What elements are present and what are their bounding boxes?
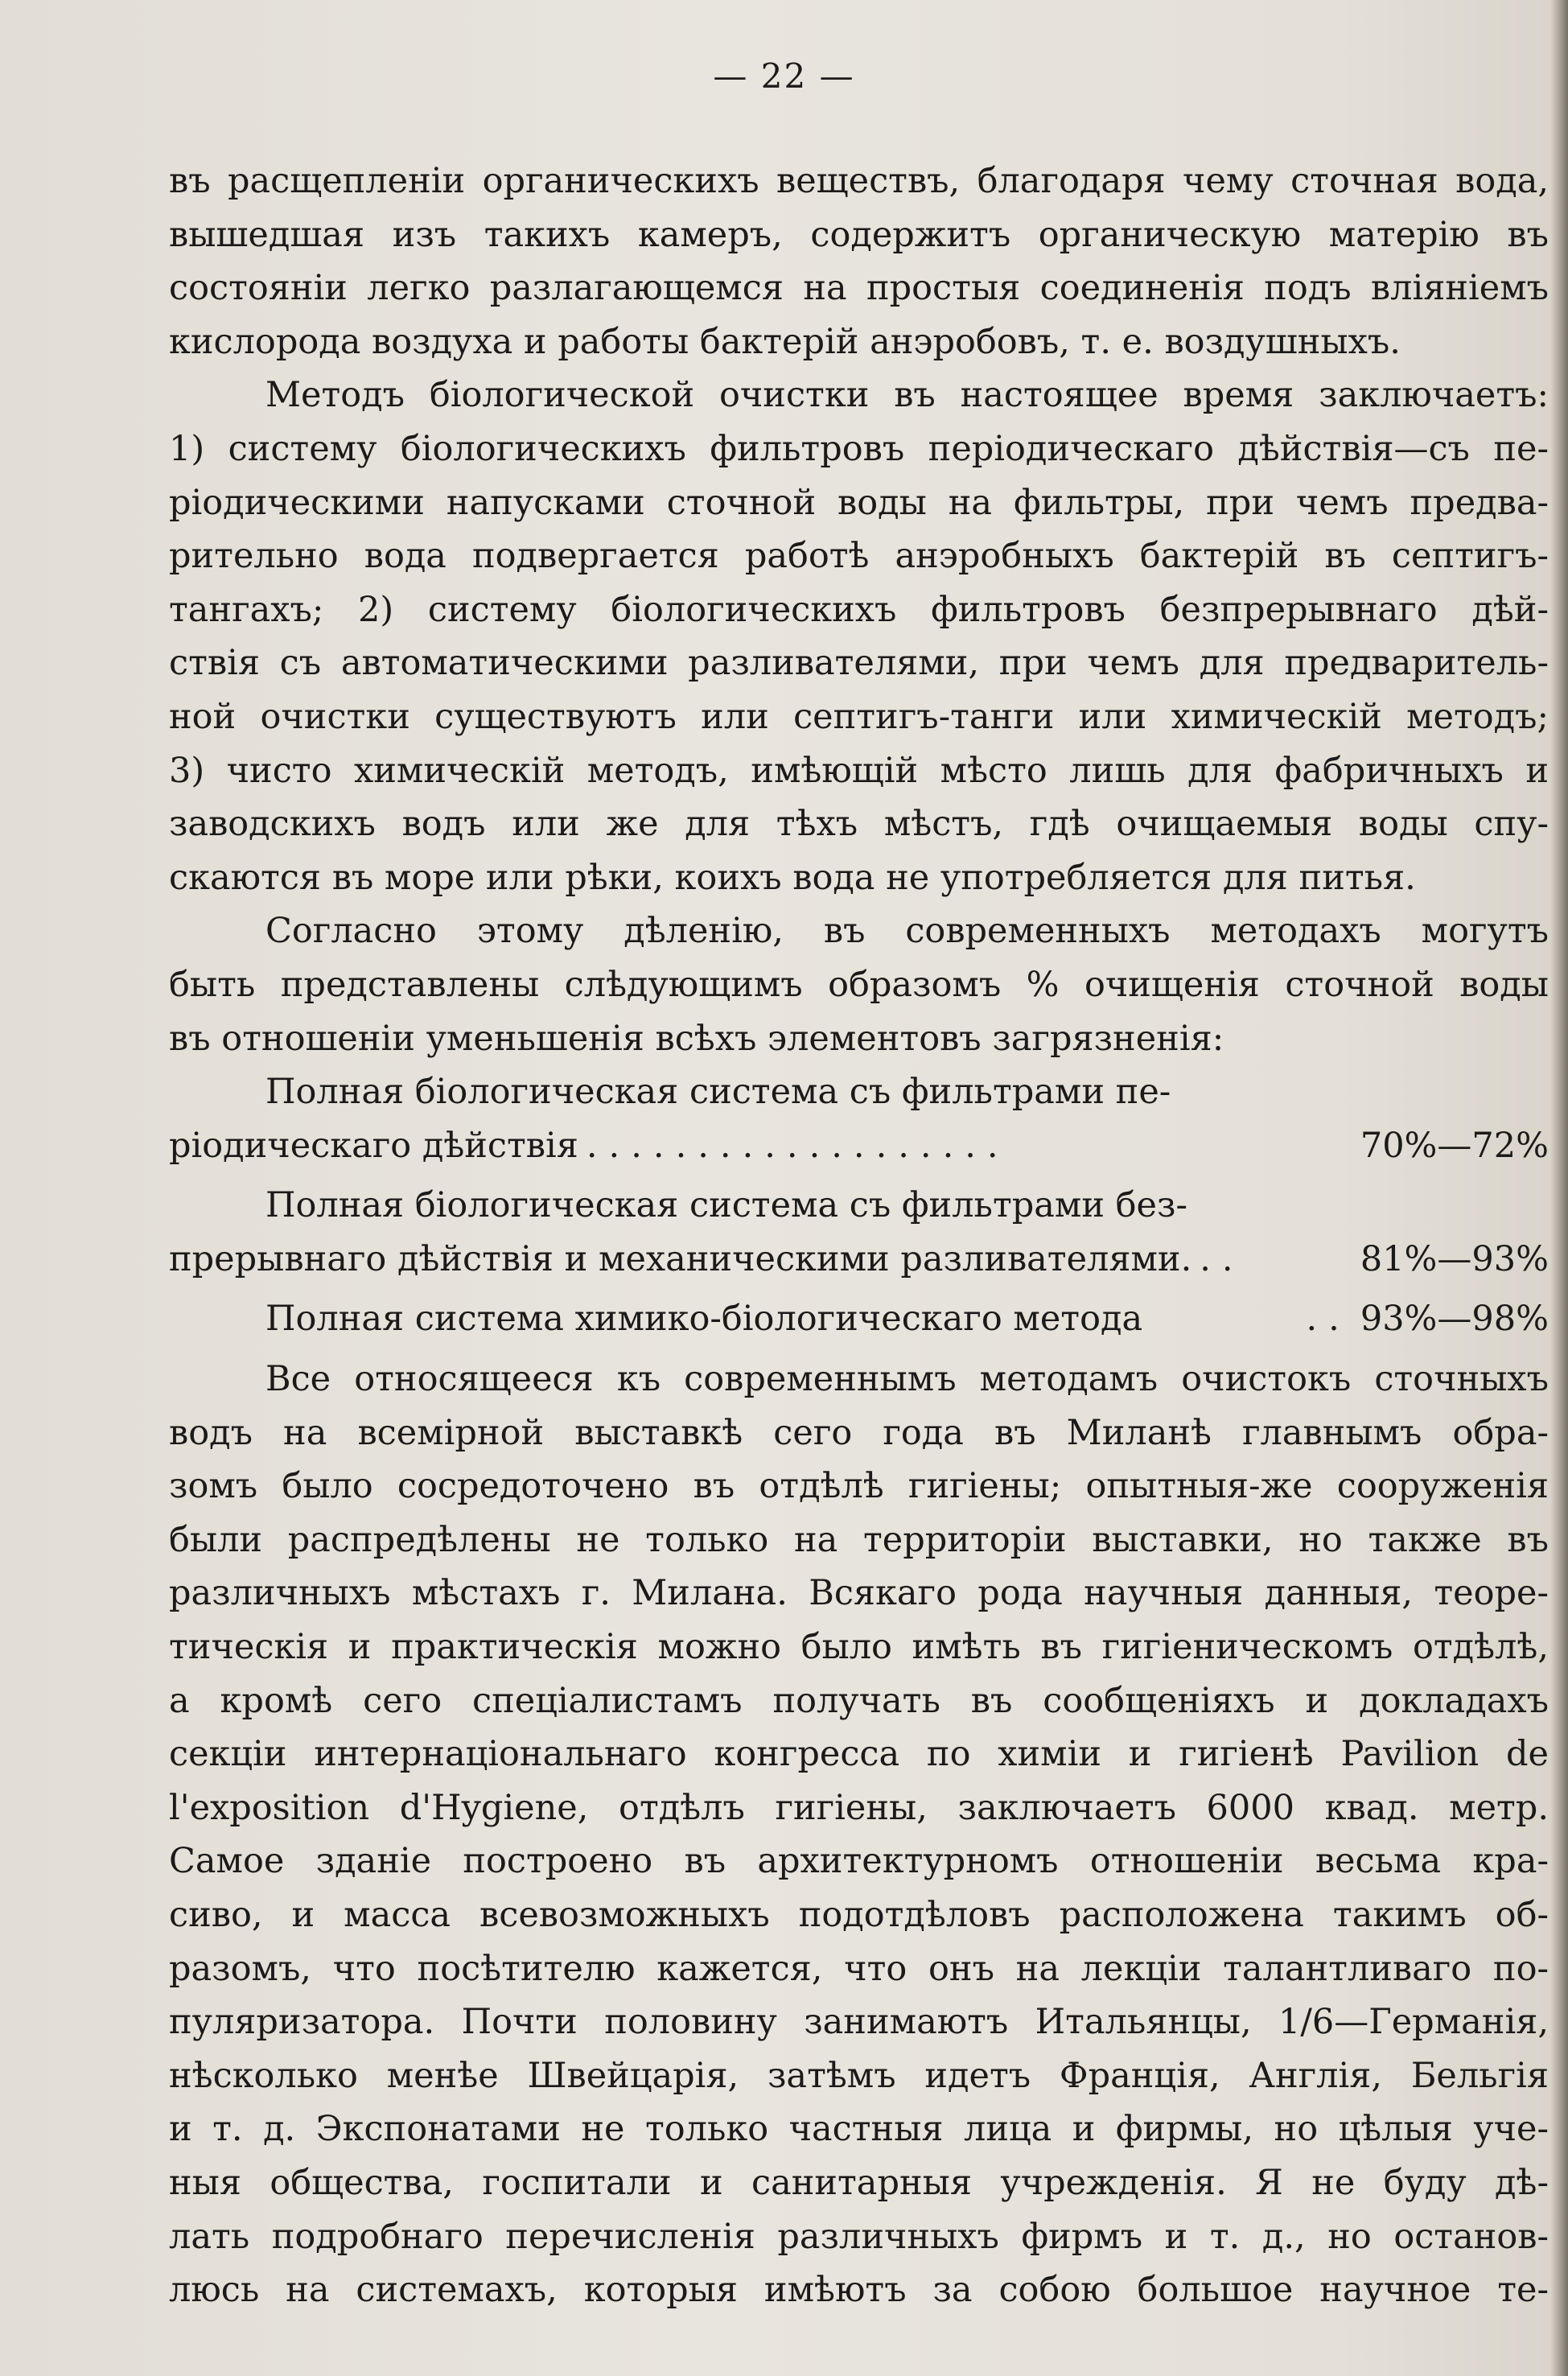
text-line: и т. д. Экспонатами не только частныя лица и фирмы, но цѣлыя уче- [169, 2109, 1549, 2150]
text-line: ствія съ автоматическими разливателями, при чемъ для предваритель- [169, 643, 1549, 684]
text-line: нѣсколько менѣе Швейцарія, затѣмъ идетъ Франція, Англія, Бельгія [169, 2055, 1549, 2096]
entry-label: ріодическаго дѣйствія [169, 1125, 578, 1166]
dot-leader: .. [1306, 1299, 1351, 1340]
text-line: разомъ, что посѣтителю кажется, что онъ на лекціи талантливаго по- [169, 1948, 1549, 1989]
entry-line: Полная біологическая система съ фильтрами пе- [265, 1072, 1171, 1113]
text-line: рительно вода подвергается работѣ анэробныхъ бактерій въ септигъ- [169, 536, 1549, 577]
text-line: пуляризатора. Почти половину занимаютъ Итальянцы, 1/6—Германія, [169, 2002, 1549, 2043]
text-line: ной очистки существуютъ или септигъ-танги или химическій методъ; [169, 696, 1549, 737]
entry-leader-row [169, 1292, 1549, 1346]
text-line: 1) систему біологическихъ фильтровъ періодическаго дѣйствія—съ пе- [169, 428, 1549, 469]
text-line: различныхъ мѣстахъ г. Милана. Всякаго рода научныя данныя, теоре- [169, 1573, 1549, 1614]
entry-2 [169, 1179, 1549, 1286]
text-line: состояніи легко разлагающемся на простыя соединенія подъ вліяніемъ [169, 268, 1549, 309]
text-line: Согласно этому дѣленію, въ современныхъ методахъ могутъ [265, 911, 1549, 952]
text-line: заводскихъ водъ или же для тѣхъ мѣстъ, гдѣ очищаемыя воды спу- [169, 804, 1549, 845]
text-line: l'exposition d'Hygiene, отдѣлъ гигіены, заключаетъ 6000 квад. метр. [169, 1787, 1549, 1828]
text-line: Все относящееся къ современнымъ методамъ очистокъ сточныхъ [265, 1359, 1549, 1400]
text-line: въ расщепленіи органическихъ веществъ, благодаря чему сточная вода, [169, 161, 1549, 201]
entry-percentage: 70%—72% [1360, 1125, 1549, 1166]
purification-entries [169, 1065, 1549, 1353]
text-line: быть представлены слѣдующимъ образомъ % очищенія сточной воды [169, 964, 1549, 1005]
entry-leader-row [169, 1119, 1549, 1173]
entry-percentage: 93%—98% [1360, 1299, 1549, 1340]
text-line: ріодическими напусками сточной воды на фильтры, при чемъ предва- [169, 482, 1549, 523]
text-line: были распредѣлены не только на территоріи выставки, но также въ [169, 1519, 1549, 1560]
paragraph-4 [169, 1353, 1549, 2317]
text-line: скаются въ море или рѣки, коихъ вода не употребляется для питья. [169, 857, 1416, 898]
text-line: ныя общества, госпитали и санитарныя учрежденія. Я не буду дѣ- [169, 2162, 1549, 2203]
entry-1 [169, 1065, 1549, 1172]
page-number: — 22 — [713, 56, 855, 96]
text-line: секціи интернаціональнаго конгресса по химіи и гигіенѣ Pavilion de [169, 1734, 1549, 1775]
body-text [169, 154, 1549, 2317]
entry-leader-row [169, 1233, 1549, 1287]
text-line: водъ на всемірной выставкѣ сего года въ Миланѣ главнымъ обра- [169, 1412, 1549, 1453]
text-line: Методъ біологической очистки въ настоящее время заключаетъ: [265, 375, 1549, 416]
text-line: въ отношеніи уменьшенія всѣхъ элементовъ загрязненія: [169, 1018, 1224, 1059]
text-line: лать подробнаго перечисленія различныхъ фирмъ и т. д., но останов- [169, 2216, 1549, 2257]
page-edge-shadow [1550, 0, 1568, 2376]
paragraph-1 [169, 154, 1549, 369]
dot-leader: .. [1200, 1238, 1245, 1279]
paragraph-3 [169, 904, 1549, 1065]
text-line: зомъ было сосредоточено въ отдѣлѣ гигіены; опытныя-же сооруженія [169, 1466, 1549, 1507]
entry-percentage: 81%—93% [1360, 1238, 1549, 1279]
entry-line: Полная біологическая система съ фильтрами без- [265, 1185, 1187, 1226]
entry-label: прерывнаго дѣйствія и механическими разливателями. [169, 1238, 1192, 1279]
entry-3 [169, 1292, 1549, 1346]
dot-leader: ................... [586, 1125, 1010, 1166]
text-line: вышедшая изъ такихъ камеръ, содержитъ органическую матерію въ [169, 214, 1549, 255]
text-line: а кромѣ сего спеціалистамъ получать въ сообщеніяхъ и докладахъ [169, 1680, 1549, 1721]
entry-label: Полная система химико-біологическаго метода [265, 1299, 1143, 1340]
text-line: кислорода воздуха и работы бактерій анэробовъ, т. е. воздушныхъ. [169, 321, 1401, 362]
text-line: тическія и практическія можно было имѣть въ гигіеническомъ отдѣлѣ, [169, 1627, 1549, 1668]
text-line: 3) чисто химическій методъ, имѣющій мѣсто лишь для фабричныхъ и [169, 750, 1549, 791]
paragraph-2 [169, 369, 1549, 904]
text-line: сиво, и масса всевозможныхъ подотдѣловъ расположена такимъ об- [169, 1895, 1549, 1935]
text-line: Самое зданіе построено въ архитектурномъ отношеніи весьма кра- [169, 1841, 1549, 1882]
text-line: люсь на системахъ, которыя имѣютъ за собою большое научное те- [169, 2270, 1549, 2311]
text-line: тангахъ; 2) систему біологическихъ фильтровъ безпрерывнаго дѣй- [169, 589, 1549, 630]
